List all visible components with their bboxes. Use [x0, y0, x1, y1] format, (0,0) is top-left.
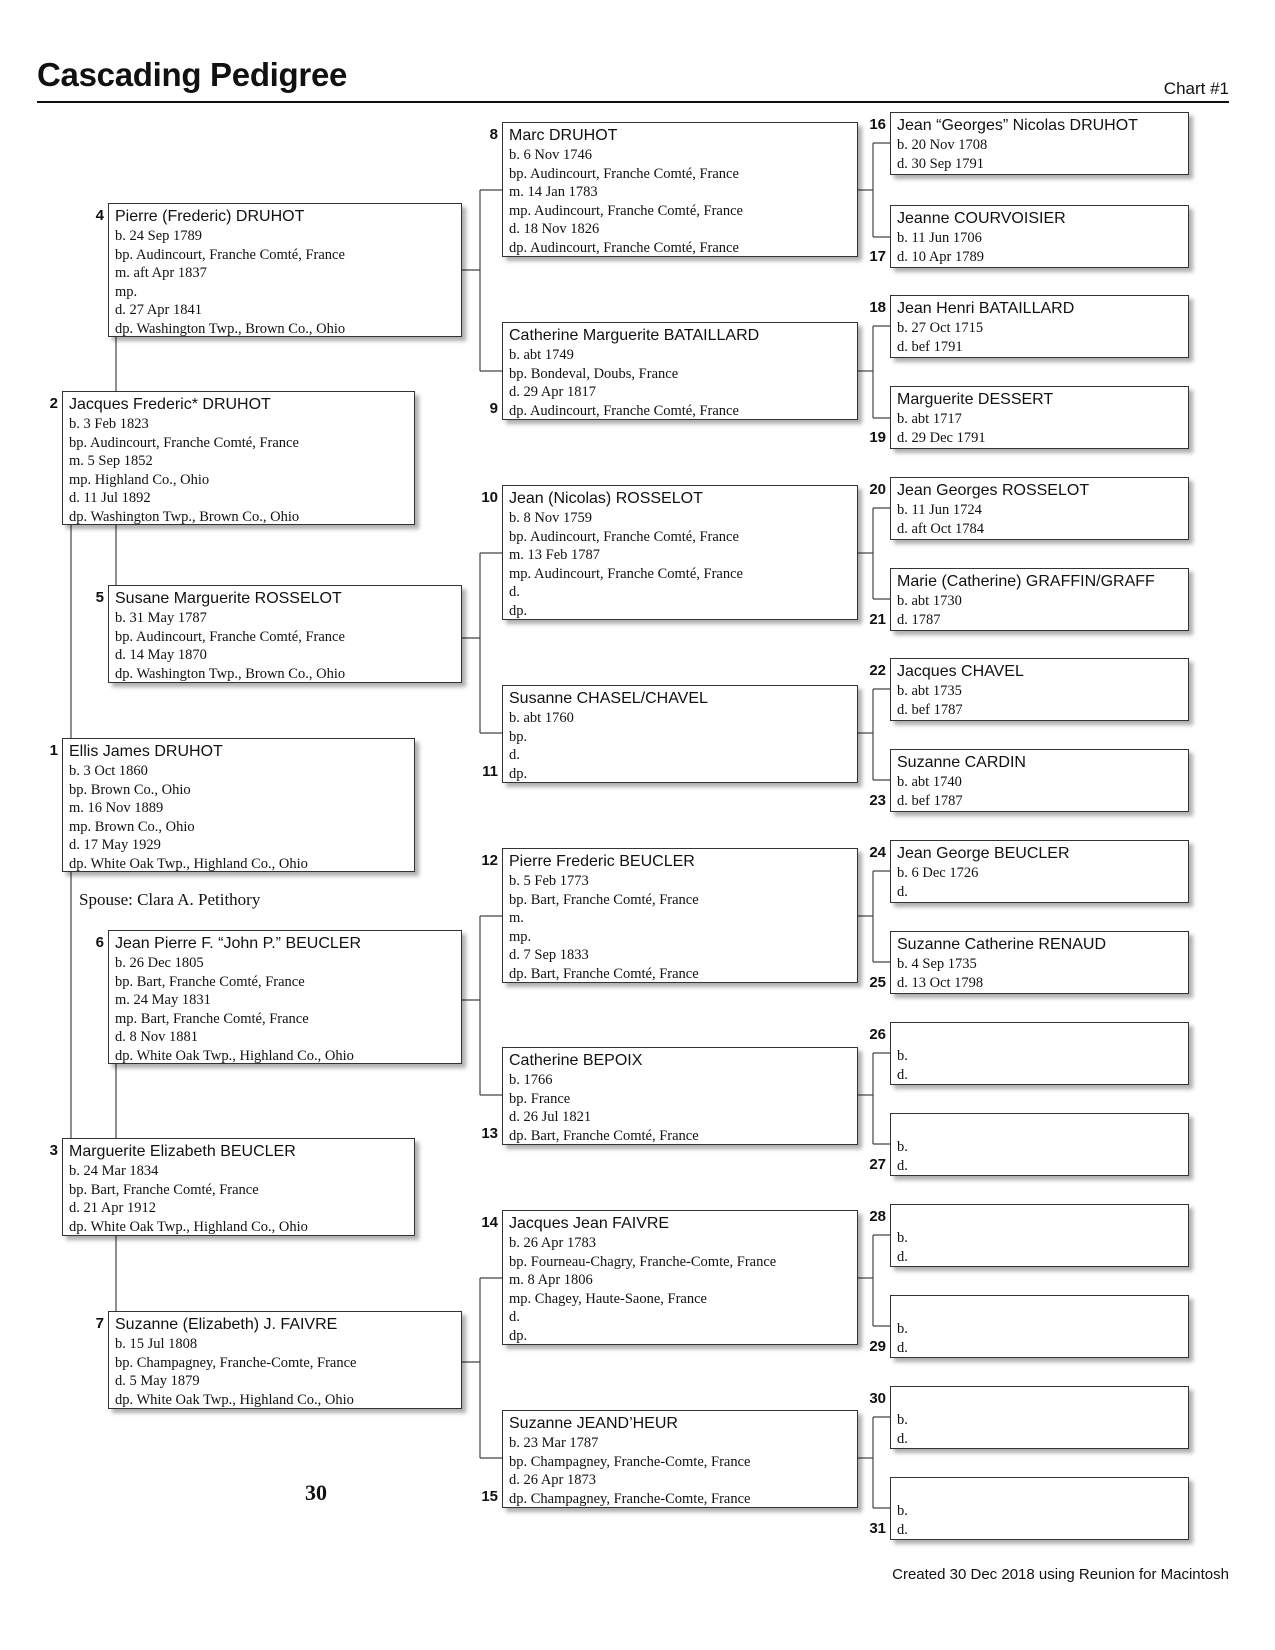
person-name: Susane Marguerite ROSSELOT	[115, 590, 342, 607]
person-detail: d. bef 1787	[897, 701, 963, 718]
person-detail: b. abt 1735	[897, 683, 962, 699]
person-detail: bp.	[509, 728, 528, 745]
person-box-21	[890, 568, 1189, 631]
person-detail: d. 26 Apr 1873	[509, 1472, 596, 1489]
person-number: 4	[95, 207, 104, 224]
person-detail: bp. Bart, Franche Comté, France	[509, 891, 699, 908]
person-detail: d.	[509, 1309, 520, 1326]
person-detail: bp. Audincourt, Franche Comté, France	[509, 165, 739, 182]
person-detail: dp. Bart, Franche Comté, France	[509, 1127, 699, 1144]
person-detail: dp. Audincourt, Franche Comté, France	[509, 239, 739, 256]
person-detail: b. abt 1749	[509, 347, 574, 363]
person-detail: dp. White Oak Twp., Highland Co., Ohio	[69, 855, 308, 872]
person-number: 26	[869, 1026, 886, 1043]
person-box-27	[890, 1113, 1189, 1176]
person-detail: b. 5 Feb 1773	[509, 873, 589, 889]
person-detail: b.	[897, 1503, 908, 1519]
person-box-20	[890, 477, 1189, 540]
person-detail: dp. Washington Twp., Brown Co., Ohio	[115, 320, 346, 337]
person-name: Pierre (Frederic) DRUHOT	[115, 208, 305, 225]
person-box-15	[502, 1410, 858, 1508]
person-name: Jacques Jean FAIVRE	[509, 1215, 670, 1232]
person-detail: d.	[897, 1521, 908, 1538]
person-name: Ellis James DRUHOT	[69, 743, 223, 760]
person-detail: b. 31 May 1787	[115, 610, 207, 626]
person-detail: bp. Audincourt, Franche Comté, France	[509, 528, 739, 545]
person-detail: m. 8 Apr 1806	[509, 1272, 593, 1289]
person-number: 10	[481, 489, 498, 506]
person-detail: d. 8 Nov 1881	[115, 1029, 198, 1046]
person-box-9	[502, 322, 858, 420]
person-detail: bp. Fourneau-Chagry, Franche-Comte, France	[509, 1253, 777, 1270]
person-detail: b. 24 Mar 1834	[69, 1163, 159, 1179]
person-number: 3	[49, 1142, 58, 1159]
person-box-16	[890, 112, 1189, 175]
person-box-6	[108, 930, 462, 1064]
person-detail: d. 1787	[897, 611, 941, 628]
person-detail: d. 7 Sep 1833	[509, 947, 589, 964]
person-detail: mp. Bart, Franche Comté, France	[115, 1010, 309, 1027]
person-detail: d.	[897, 1339, 908, 1356]
person-detail: dp. Champagney, Franche-Comte, France	[509, 1490, 751, 1507]
person-detail: m. aft Apr 1837	[115, 265, 207, 282]
person-number: 21	[869, 611, 886, 628]
page-number: 30	[305, 1480, 327, 1505]
person-number: 6	[95, 934, 104, 951]
person-name: Jean “Georges” Nicolas DRUHOT	[897, 117, 1138, 134]
person-number: 17	[869, 248, 886, 265]
person-number: 30	[869, 1390, 886, 1407]
person-number: 11	[482, 763, 498, 780]
person-number: 31	[869, 1520, 886, 1537]
person-box-19	[890, 386, 1189, 449]
person-detail: b. 1766	[509, 1072, 553, 1088]
person-detail: dp. Bart, Franche Comté, France	[509, 965, 699, 982]
person-name: Suzanne CARDIN	[897, 754, 1026, 771]
person-box-29	[890, 1295, 1189, 1358]
person-number: 2	[49, 395, 58, 412]
person-name: Marguerite Elizabeth BEUCLER	[69, 1143, 296, 1160]
person-detail: dp. White Oak Twp., Highland Co., Ohio	[69, 1218, 308, 1235]
person-detail: bp. Champagney, Franche-Comte, France	[509, 1453, 751, 1470]
chart-number: Chart #1	[1163, 79, 1229, 98]
person-number: 27	[869, 1156, 886, 1173]
person-detail: m. 5 Sep 1852	[69, 453, 153, 470]
person-box-26	[890, 1022, 1189, 1085]
person-number: 23	[869, 792, 886, 809]
person-detail: d. 29 Apr 1817	[509, 384, 596, 401]
person-name: Jean Henri BATAILLARD	[897, 300, 1075, 317]
person-number: 15	[481, 1488, 498, 1505]
person-detail: b. 8 Nov 1759	[509, 510, 592, 526]
person-name: Catherine Marguerite BATAILLARD	[509, 327, 760, 344]
person-detail: mp. Brown Co., Ohio	[69, 818, 195, 835]
person-box-12	[502, 848, 858, 983]
person-box-3	[62, 1138, 415, 1236]
person-detail: b. 4 Sep 1735	[897, 956, 977, 972]
person-box-24	[890, 840, 1189, 903]
person-detail: d. 21 Apr 1912	[69, 1200, 156, 1217]
person-box-8	[502, 122, 858, 257]
person-name: Catherine BEPOIX	[509, 1052, 643, 1069]
person-number: 29	[869, 1338, 886, 1355]
person-name: Jean George BEUCLER	[897, 845, 1070, 862]
person-detail: d.	[897, 1066, 908, 1083]
person-detail: b. abt 1730	[897, 593, 962, 609]
person-detail: d. 13 Oct 1798	[897, 974, 984, 991]
person-box-2	[62, 391, 415, 525]
person-detail: d. aft Oct 1784	[897, 520, 984, 537]
person-detail: d.	[897, 1157, 908, 1174]
person-number: 9	[489, 400, 498, 417]
person-number: 1	[49, 742, 58, 759]
person-detail: d. 26 Jul 1821	[509, 1109, 592, 1126]
person-name: Jean Georges ROSSELOT	[897, 482, 1090, 499]
person-detail: d.	[897, 1248, 908, 1265]
person-detail: b.	[897, 1230, 908, 1246]
person-number: 25	[869, 974, 886, 991]
person-detail: b. 3 Feb 1823	[69, 416, 149, 432]
person-detail: m. 13 Feb 1787	[509, 547, 601, 564]
person-box-22	[890, 658, 1189, 721]
person-number: 5	[95, 589, 104, 606]
person-detail: d. 29 Dec 1791	[897, 429, 986, 446]
person-number: 14	[481, 1214, 498, 1231]
person-detail: bp. Audincourt, Franche Comté, France	[69, 434, 299, 451]
person-box-25	[890, 931, 1189, 994]
person-detail: b.	[897, 1321, 908, 1337]
person-detail: d. bef 1787	[897, 792, 963, 809]
person-detail: b. 26 Apr 1783	[509, 1235, 596, 1251]
person-detail: b. 6 Dec 1726	[897, 865, 979, 881]
person-detail: bp. Champagney, Franche-Comte, France	[115, 1354, 357, 1371]
person-detail: b. 6 Nov 1746	[509, 147, 592, 163]
person-detail: d.	[509, 584, 520, 601]
person-name: Jeanne COURVOISIER	[897, 210, 1066, 227]
person-name: Pierre Frederic BEUCLER	[509, 853, 695, 870]
person-detail: d. 14 May 1870	[115, 647, 207, 664]
person-detail: b.	[897, 1412, 908, 1428]
person-detail: bp. Brown Co., Ohio	[69, 781, 191, 798]
person-detail: b. abt 1760	[509, 710, 574, 726]
person-detail: d.	[897, 1430, 908, 1447]
person-box-7	[108, 1311, 462, 1409]
person-name: Marie (Catherine) GRAFFIN/GRAFF	[897, 573, 1155, 590]
person-number: 19	[869, 429, 886, 446]
person-detail: d.	[509, 747, 520, 764]
person-name: Marguerite DESSERT	[897, 391, 1054, 408]
person-box-11	[502, 685, 858, 783]
person-detail: d. 5 May 1879	[115, 1373, 200, 1390]
person-detail: d. 18 Nov 1826	[509, 221, 600, 238]
person-detail: bp. France	[509, 1090, 571, 1107]
person-box-23	[890, 749, 1189, 812]
person-detail: b. 23 Mar 1787	[509, 1435, 599, 1451]
person-number: 13	[481, 1125, 498, 1142]
person-detail: d. 17 May 1929	[69, 837, 161, 854]
person-detail: b. 24 Sep 1789	[115, 228, 202, 244]
person-detail: mp. Audincourt, Franche Comté, France	[509, 565, 743, 582]
person-detail: dp. Audincourt, Franche Comté, France	[509, 402, 739, 419]
person-detail: dp. White Oak Twp., Highland Co., Ohio	[115, 1391, 354, 1408]
person-detail: dp. Washington Twp., Brown Co., Ohio	[115, 665, 346, 682]
person-detail: d.	[897, 883, 908, 900]
person-name: Jean Pierre F. “John P.” BEUCLER	[115, 935, 362, 952]
person-number: 28	[869, 1208, 886, 1225]
page-title: Cascading Pedigree	[37, 56, 348, 93]
person-detail: dp.	[509, 602, 528, 619]
person-detail: b. 11 Jun 1724	[897, 502, 982, 518]
person-number: 22	[869, 662, 886, 679]
person-box-14	[502, 1210, 858, 1345]
person-box-4	[108, 203, 462, 337]
person-detail: b. 11 Jun 1706	[897, 230, 982, 246]
person-box-5	[108, 585, 462, 683]
person-detail: b.	[897, 1139, 908, 1155]
person-box-10	[502, 485, 858, 620]
person-detail: d. bef 1791	[897, 338, 963, 355]
person-detail: d. 11 Jul 1892	[69, 490, 151, 507]
person-box-31	[890, 1477, 1189, 1540]
person-name: Marc DRUHOT	[509, 127, 618, 144]
person-number: 18	[869, 299, 886, 316]
person-detail: d. 30 Sep 1791	[897, 155, 984, 172]
person-detail: m.	[509, 910, 524, 927]
person-detail: mp.	[509, 928, 532, 945]
person-detail: mp. Chagey, Haute-Saone, France	[509, 1290, 707, 1307]
person-detail: dp.	[509, 1327, 528, 1344]
person-detail: b. 27 Oct 1715	[897, 320, 984, 336]
person-detail: bp. Audincourt, Franche Comté, France	[115, 246, 345, 263]
person-detail: d. 10 Apr 1789	[897, 248, 984, 265]
person-box-30	[890, 1386, 1189, 1449]
person-name: Susanne CHASEL/CHAVEL	[509, 690, 708, 707]
person-detail: mp.	[115, 283, 138, 300]
person-detail: bp. Bart, Franche Comté, France	[69, 1181, 259, 1198]
person-box-17	[890, 205, 1189, 268]
person-box-28	[890, 1204, 1189, 1267]
person-detail: b.	[897, 1048, 908, 1064]
person-number: 20	[869, 481, 886, 498]
person-name: Jean (Nicolas) ROSSELOT	[509, 490, 703, 507]
person-name: Jacques CHAVEL	[897, 663, 1024, 680]
person-detail: m. 24 May 1831	[115, 992, 211, 1009]
person-detail: mp. Audincourt, Franche Comté, France	[509, 202, 743, 219]
person-box-1	[62, 738, 415, 872]
person-number: 16	[869, 116, 886, 133]
person-number: 7	[95, 1315, 104, 1332]
person-detail: bp. Audincourt, Franche Comté, France	[115, 628, 345, 645]
person-detail: mp. Highland Co., Ohio	[69, 471, 210, 488]
person-number: 24	[869, 844, 886, 861]
person-detail: b. 26 Dec 1805	[115, 955, 204, 971]
person-name: Suzanne JEAND’HEUR	[509, 1415, 678, 1432]
person-detail: b. 15 Jul 1808	[115, 1336, 198, 1352]
person-detail: m. 14 Jan 1783	[509, 184, 598, 201]
person-detail: bp. Bart, Franche Comté, France	[115, 973, 305, 990]
person-detail: b. 20 Nov 1708	[897, 137, 988, 153]
spouse-note: Spouse: Clara A. Petithory	[79, 890, 261, 909]
person-name: Suzanne (Elizabeth) J. FAIVRE	[115, 1316, 338, 1333]
person-detail: m. 16 Nov 1889	[69, 800, 164, 817]
person-name: Jacques Frederic* DRUHOT	[69, 396, 271, 413]
person-number: 8	[489, 126, 498, 143]
person-box-18	[890, 295, 1189, 358]
person-detail: b. abt 1740	[897, 774, 962, 790]
created-note: Created 30 Dec 2018 using Reunion for Macintosh	[892, 1566, 1229, 1583]
person-number: 12	[481, 852, 498, 869]
person-detail: dp.	[509, 765, 528, 782]
person-detail: bp. Bondeval, Doubs, France	[509, 365, 679, 382]
person-box-13	[502, 1047, 858, 1145]
person-detail: b. abt 1717	[897, 411, 962, 427]
person-detail: b. 3 Oct 1860	[69, 763, 148, 779]
person-detail: dp. White Oak Twp., Highland Co., Ohio	[115, 1047, 354, 1064]
person-detail: d. 27 Apr 1841	[115, 302, 202, 319]
person-name: Suzanne Catherine RENAUD	[897, 936, 1106, 953]
person-detail: dp. Washington Twp., Brown Co., Ohio	[69, 508, 300, 525]
